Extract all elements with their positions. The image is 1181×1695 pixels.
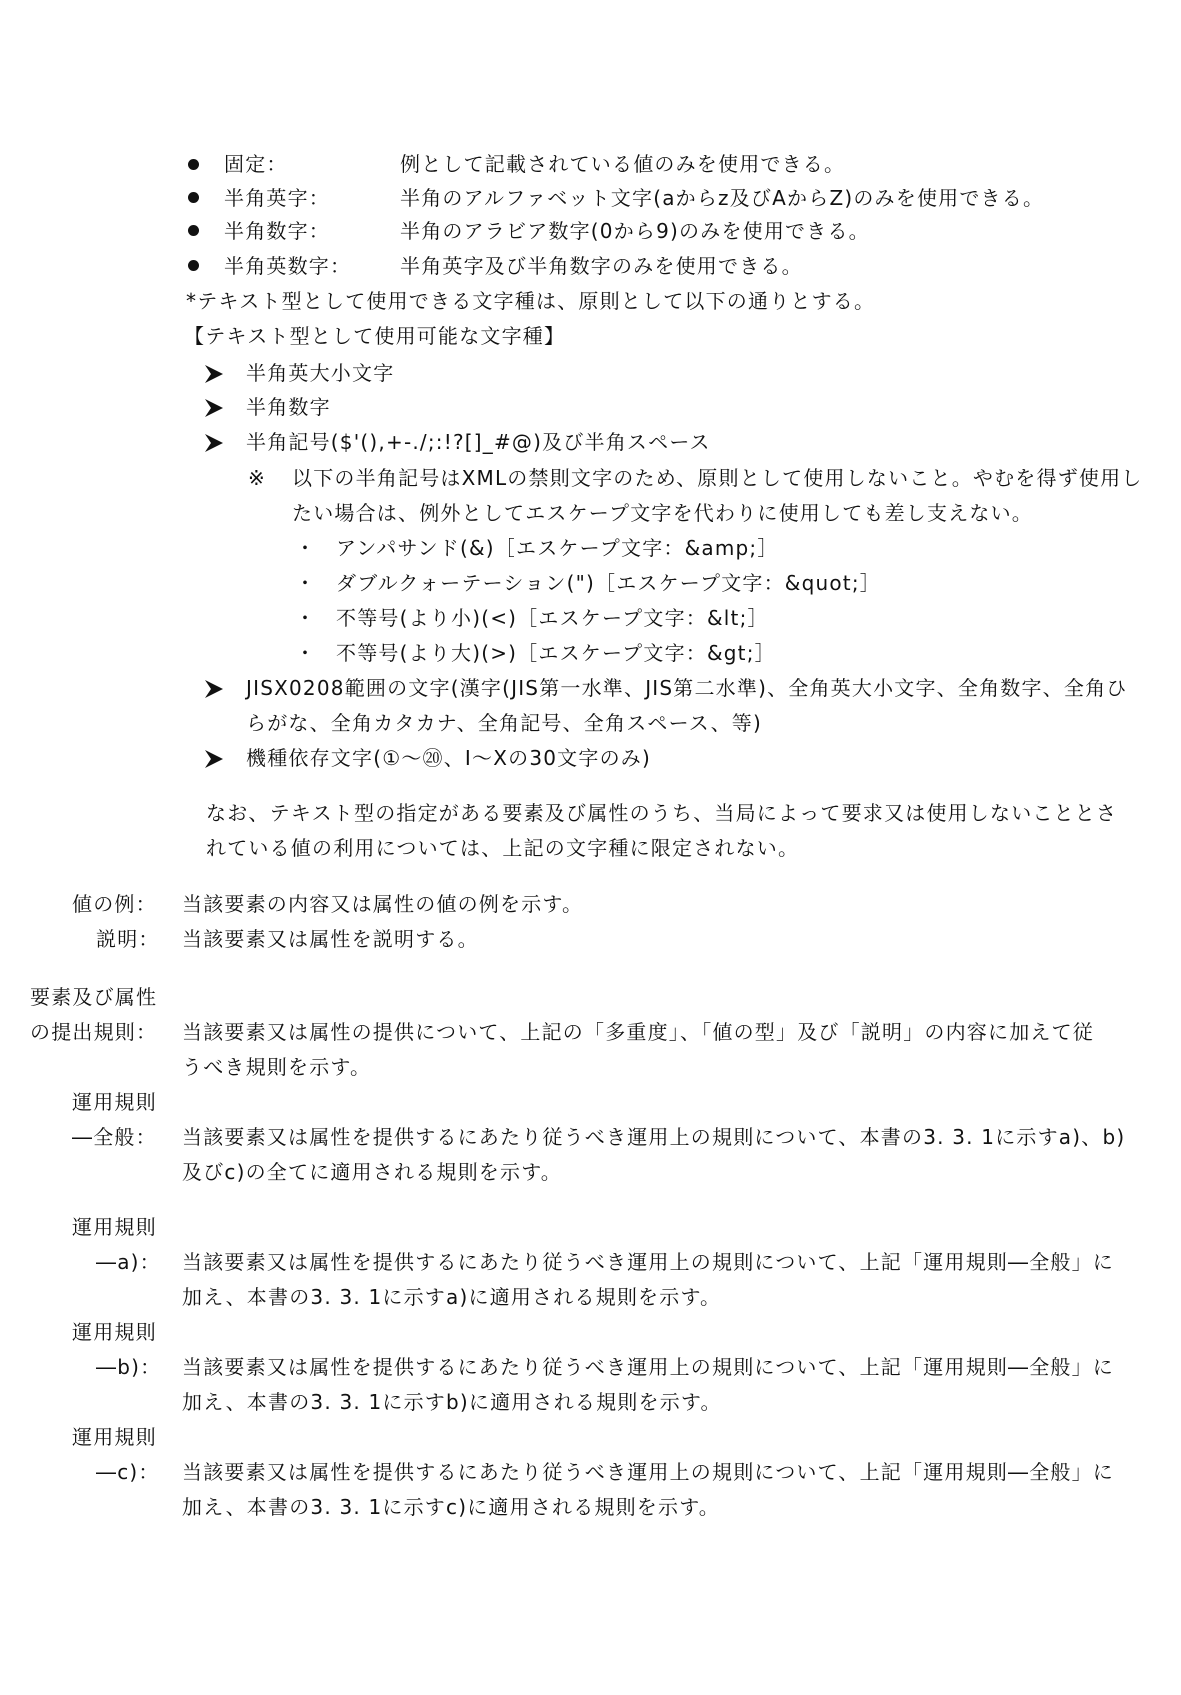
charset-item: 機種依存文字(①～⑳、Ⅰ～Ⅹの30文字のみ): [246, 746, 651, 770]
rule-b-label: ―b)：: [96, 1355, 162, 1379]
explain-label: 説明：: [96, 927, 160, 951]
charset-item: JISX0208範囲の文字(漢字(JIS第一水準、JIS第二水準)、全角英大小文字、全角数字、全角ひ: [246, 676, 1128, 700]
submit-rule-label: の提出規則：: [30, 1020, 158, 1044]
escape-mark: ・: [295, 606, 317, 630]
type-description: 例として記載されている値のみを使用できる。: [400, 152, 846, 176]
rule-c-text: 当該要素又は属性を提供するにあたり従うべき運用上の規則について、上記「運用規則―全般」に: [182, 1460, 1114, 1484]
note-mark: ※: [248, 466, 266, 490]
type-term: 半角数字：: [224, 219, 330, 243]
example-text: 当該要素の内容又は属性の値の例を示す。: [182, 892, 584, 916]
type-term: 半角英字：: [224, 186, 330, 210]
charset-item-continued: らがな、全角カタカナ、全角記号、全角スペース、等): [246, 711, 763, 735]
bullet-icon: [188, 192, 199, 203]
arrow-bullet-icon: [203, 432, 225, 454]
general-rule-label: 運用規則: [72, 1090, 157, 1114]
escape-mark: ・: [295, 536, 317, 560]
escape-item: 不等号(より小)(<)［エスケープ文字：&lt;］: [336, 606, 769, 630]
arrow-bullet-icon: [203, 363, 225, 385]
arrow-bullet-icon: [203, 748, 225, 770]
arrow-bullet-icon: [203, 397, 225, 419]
text-type-note: *テキスト型として使用できる文字種は、原則として以下の通りとする。: [186, 289, 876, 313]
type-description: 半角英字及び半角数字のみを使用できる。: [400, 254, 803, 278]
general-rule-text: 及びc)の全てに適用される規則を示す。: [182, 1160, 562, 1184]
bullet-icon: [188, 159, 199, 170]
rule-b-text: 加え、本書の3. 3. 1に示すb)に適用される規則を示す。: [182, 1390, 722, 1414]
remark-paragraph: なお、テキスト型の指定がある要素及び属性のうち、当局によって要求又は使用しないこととさ: [206, 801, 1118, 825]
note-text: たい場合は、例外としてエスケープ文字を代わりに使用しても差し支えない。: [292, 501, 1033, 525]
general-rule-label: ―全般：: [72, 1125, 157, 1149]
escape-item: ダブルクォーテーション(")［エスケープ文字：&quot;］: [336, 571, 881, 595]
rule-b-label: 運用規則: [72, 1320, 157, 1344]
charset-item: 半角英大小文字: [246, 361, 395, 385]
rule-a-text: 加え、本書の3. 3. 1に示すa)に適用される規則を示す。: [182, 1285, 722, 1309]
submit-rule-label: 要素及び属性: [30, 985, 158, 1009]
rule-a-text: 当該要素又は属性を提供するにあたり従うべき運用上の規則について、上記「運用規則―全般」に: [182, 1250, 1114, 1274]
submit-rule-text: うべき規則を示す。: [182, 1055, 372, 1079]
escape-mark: ・: [295, 641, 317, 665]
explain-text: 当該要素又は属性を説明する。: [182, 927, 479, 951]
type-description: 半角のアルファベット文字(aからz及びAからZ)のみを使用できる。: [400, 186, 1045, 210]
example-label: 値の例：: [72, 892, 157, 916]
text-type-heading: 【テキスト型として使用可能な文字種】: [184, 324, 566, 348]
bullet-icon: [188, 260, 199, 271]
bullet-icon: [188, 225, 199, 236]
rule-c-label: ―c)：: [96, 1460, 160, 1484]
general-rule-text: 当該要素又は属性を提供するにあたり従うべき運用上の規則について、本書の3. 3. 1に示すa)、b): [182, 1125, 1126, 1149]
type-term: 固定：: [224, 152, 288, 176]
rule-b-text: 当該要素又は属性を提供するにあたり従うべき運用上の規則について、上記「運用規則―全般」に: [182, 1355, 1114, 1379]
rule-c-text: 加え、本書の3. 3. 1に示すc)に適用される規則を示す。: [182, 1495, 721, 1519]
submit-rule-text: 当該要素又は属性の提供について、上記の「多重度」、「値の型」及び「説明」の内容に加えて従: [182, 1020, 1094, 1044]
type-description: 半角のアラビア数字(0から9)のみを使用できる。: [400, 219, 870, 243]
arrow-bullet-icon: [203, 678, 225, 700]
charset-item: 半角記号($'(),+-./;:!?[]_#@)及び半角スペース: [246, 430, 711, 454]
rule-a-label: 運用規則: [72, 1215, 157, 1239]
charset-item: 半角数字: [246, 395, 331, 419]
note-text: 以下の半角記号はXMLの禁則文字のため、原則として使用しないこと。やむを得ず使用し: [292, 466, 1143, 490]
rule-a-label: ―a)：: [96, 1250, 161, 1274]
escape-item: 不等号(より大)(>)［エスケープ文字：&gt;］: [336, 641, 776, 665]
type-term: 半角英数字：: [224, 254, 352, 278]
remark-paragraph: れている値の利用については、上記の文字種に限定されない。: [206, 836, 800, 860]
rule-c-label: 運用規則: [72, 1425, 157, 1449]
escape-mark: ・: [295, 571, 317, 595]
escape-item: アンパサンド(&)［エスケープ文字：&amp;］: [336, 536, 779, 560]
